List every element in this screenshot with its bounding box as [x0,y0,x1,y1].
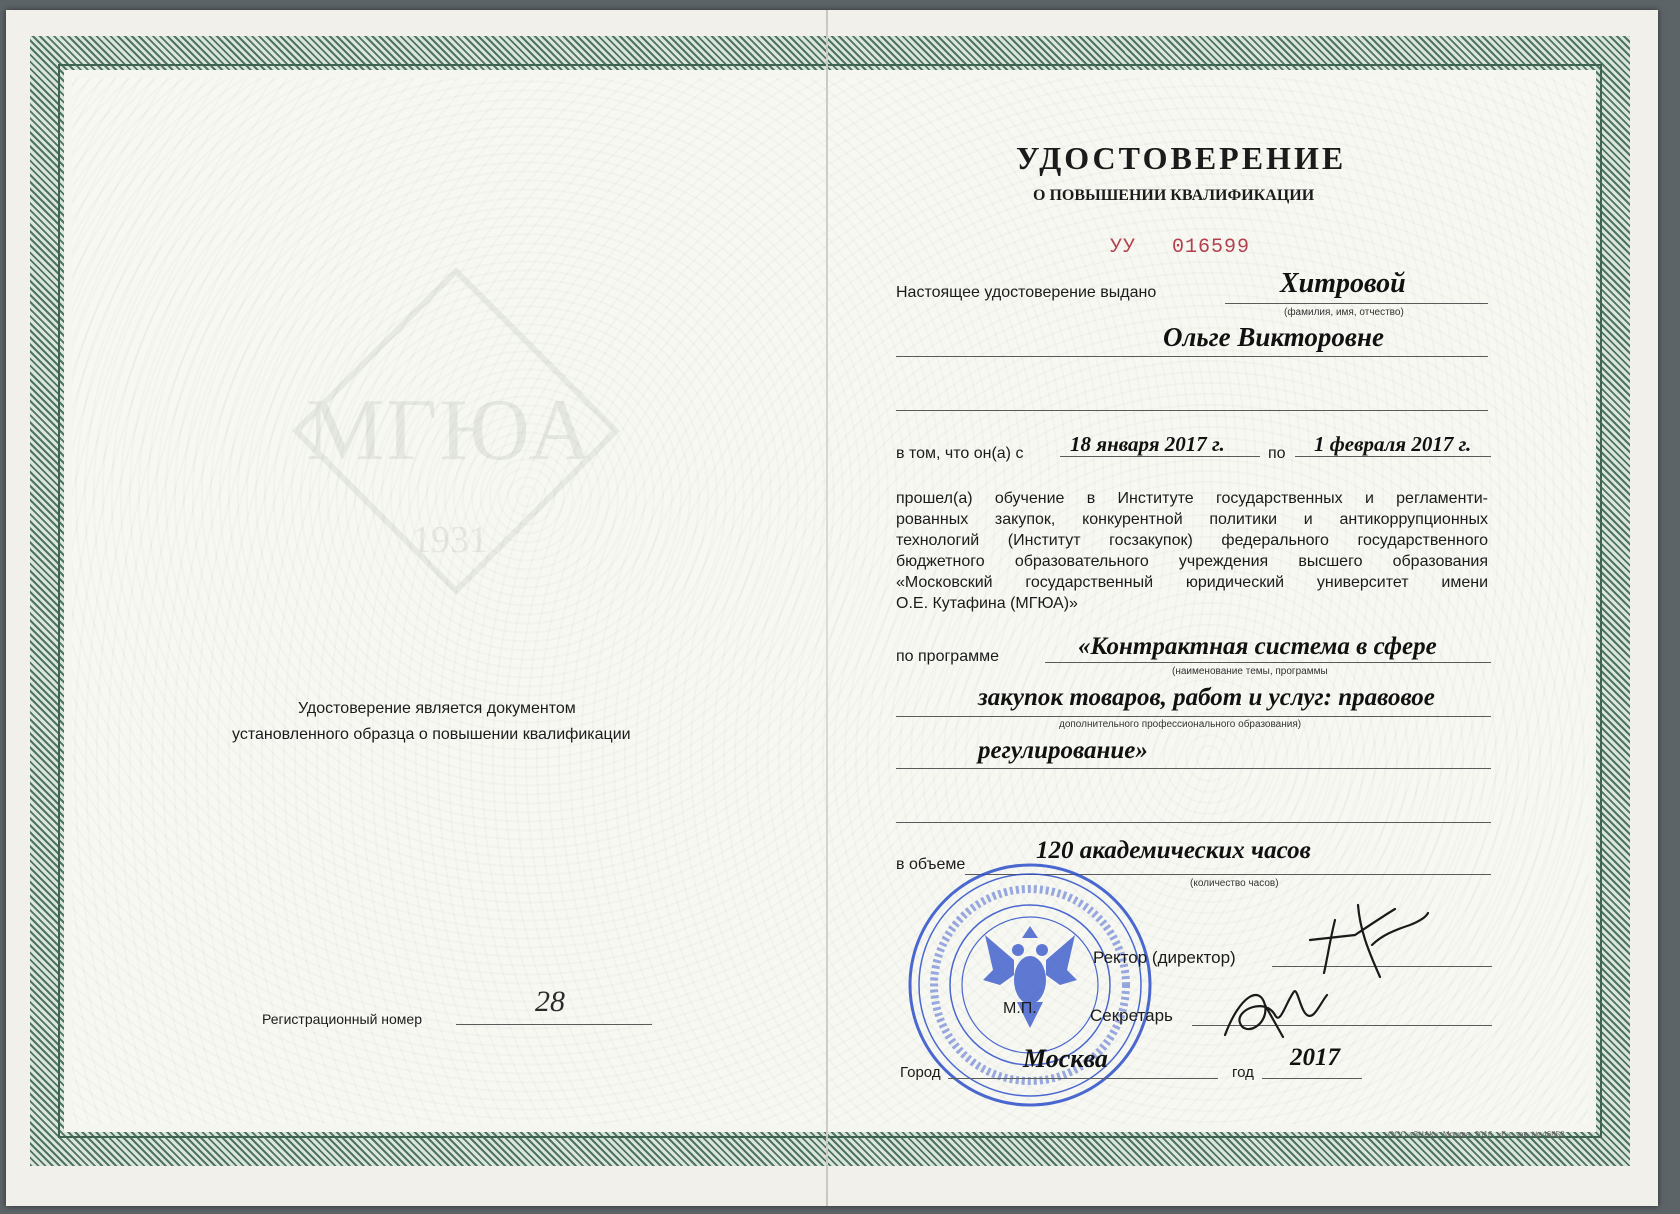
year-line [1262,1078,1362,1079]
rector-signature [1300,895,1430,985]
body-line: технологий (Институт госзакупок) федерального государственного [896,532,1488,549]
mgua-watermark-crest: МГЮА 1931 [285,260,615,590]
issued-label: Настоящее удостоверение выдано [896,284,1157,301]
program-line-1 [1045,662,1491,663]
name-hint: (фамилия, имя, отчество) [1284,307,1404,318]
body-line: О.Е. Кутафина (МГЮА)» [896,595,1078,612]
certificate-number: 016599 [1172,236,1251,259]
left-caption-line2: установленного образца о повышении квалификации [232,726,631,743]
left-caption-line1: Удостоверение является документом [298,700,576,717]
training-description [896,488,1488,614]
program-title-line1: «Контрактная система в сфере [1078,633,1437,660]
recipient-given-names: Ольге Викторовне [1163,322,1384,352]
printer-note: ООО «ЗНАК», Москва, 2016, «Б», зак. № 46858 [1388,1130,1565,1139]
city-label: Город [900,1064,941,1081]
program-title-line3: регулирование» [978,737,1148,764]
body-line: «Московский государственный юридический университет имени [896,574,1488,591]
certificate-subtitle: О ПОВЫШЕНИИ КВАЛИФИКАЦИИ [1033,187,1315,204]
recipient-surname: Хитровой [1280,268,1406,299]
date-from: 18 января 2017 г. [1070,432,1225,456]
secretary-label: Секретарь [1090,1006,1173,1025]
blank-line-2 [896,822,1491,823]
registration-line [456,1024,652,1025]
city-value: Москва [1023,1044,1108,1073]
year-label: год [1232,1064,1254,1081]
city-line [948,1078,1218,1079]
given-names-line [896,356,1488,357]
program-title-line2: закупок товаров, работ и услуг: правовое [978,684,1435,711]
program-label: по программе [896,648,999,665]
page-fold [826,10,828,1206]
body-line: прошел(а) обучение в Институте государственных и регламенти- [896,490,1488,507]
program-hint-1: (наименование темы, программы [1172,666,1328,677]
rector-label: Ректор (директор) [1093,948,1236,967]
period-label: в том, что он(а) с [896,445,1024,462]
registration-number: 28 [535,985,565,1018]
program-hint-2: дополнительного профессионального образования) [1059,719,1302,730]
program-line-2 [896,716,1491,717]
body-line: рованных закупок, конкурентной политики и антикоррупционных [896,511,1488,528]
volume-hint: (количество часов) [1190,878,1279,889]
registration-label: Регистрационный номер [262,1011,422,1027]
volume-value: 120 академических часов [1036,837,1311,864]
surname-line [1225,303,1488,304]
volume-label: в объеме [896,856,966,873]
program-line-3 [896,768,1491,769]
body-line: бюджетного образовательного учреждения высшего образования [896,553,1488,570]
date-to: 1 февраля 2017 г. [1314,432,1472,456]
secretary-signature [1215,975,1335,1045]
certificate-series: УУ [1110,236,1137,259]
period-to-label: по [1268,445,1286,462]
certificate-title: УДОСТОВЕРЕНИЕ [1016,140,1347,176]
year-value: 2017 [1290,1044,1340,1071]
mp-label: М.П. [1003,1000,1037,1017]
blank-line-1 [896,410,1488,411]
